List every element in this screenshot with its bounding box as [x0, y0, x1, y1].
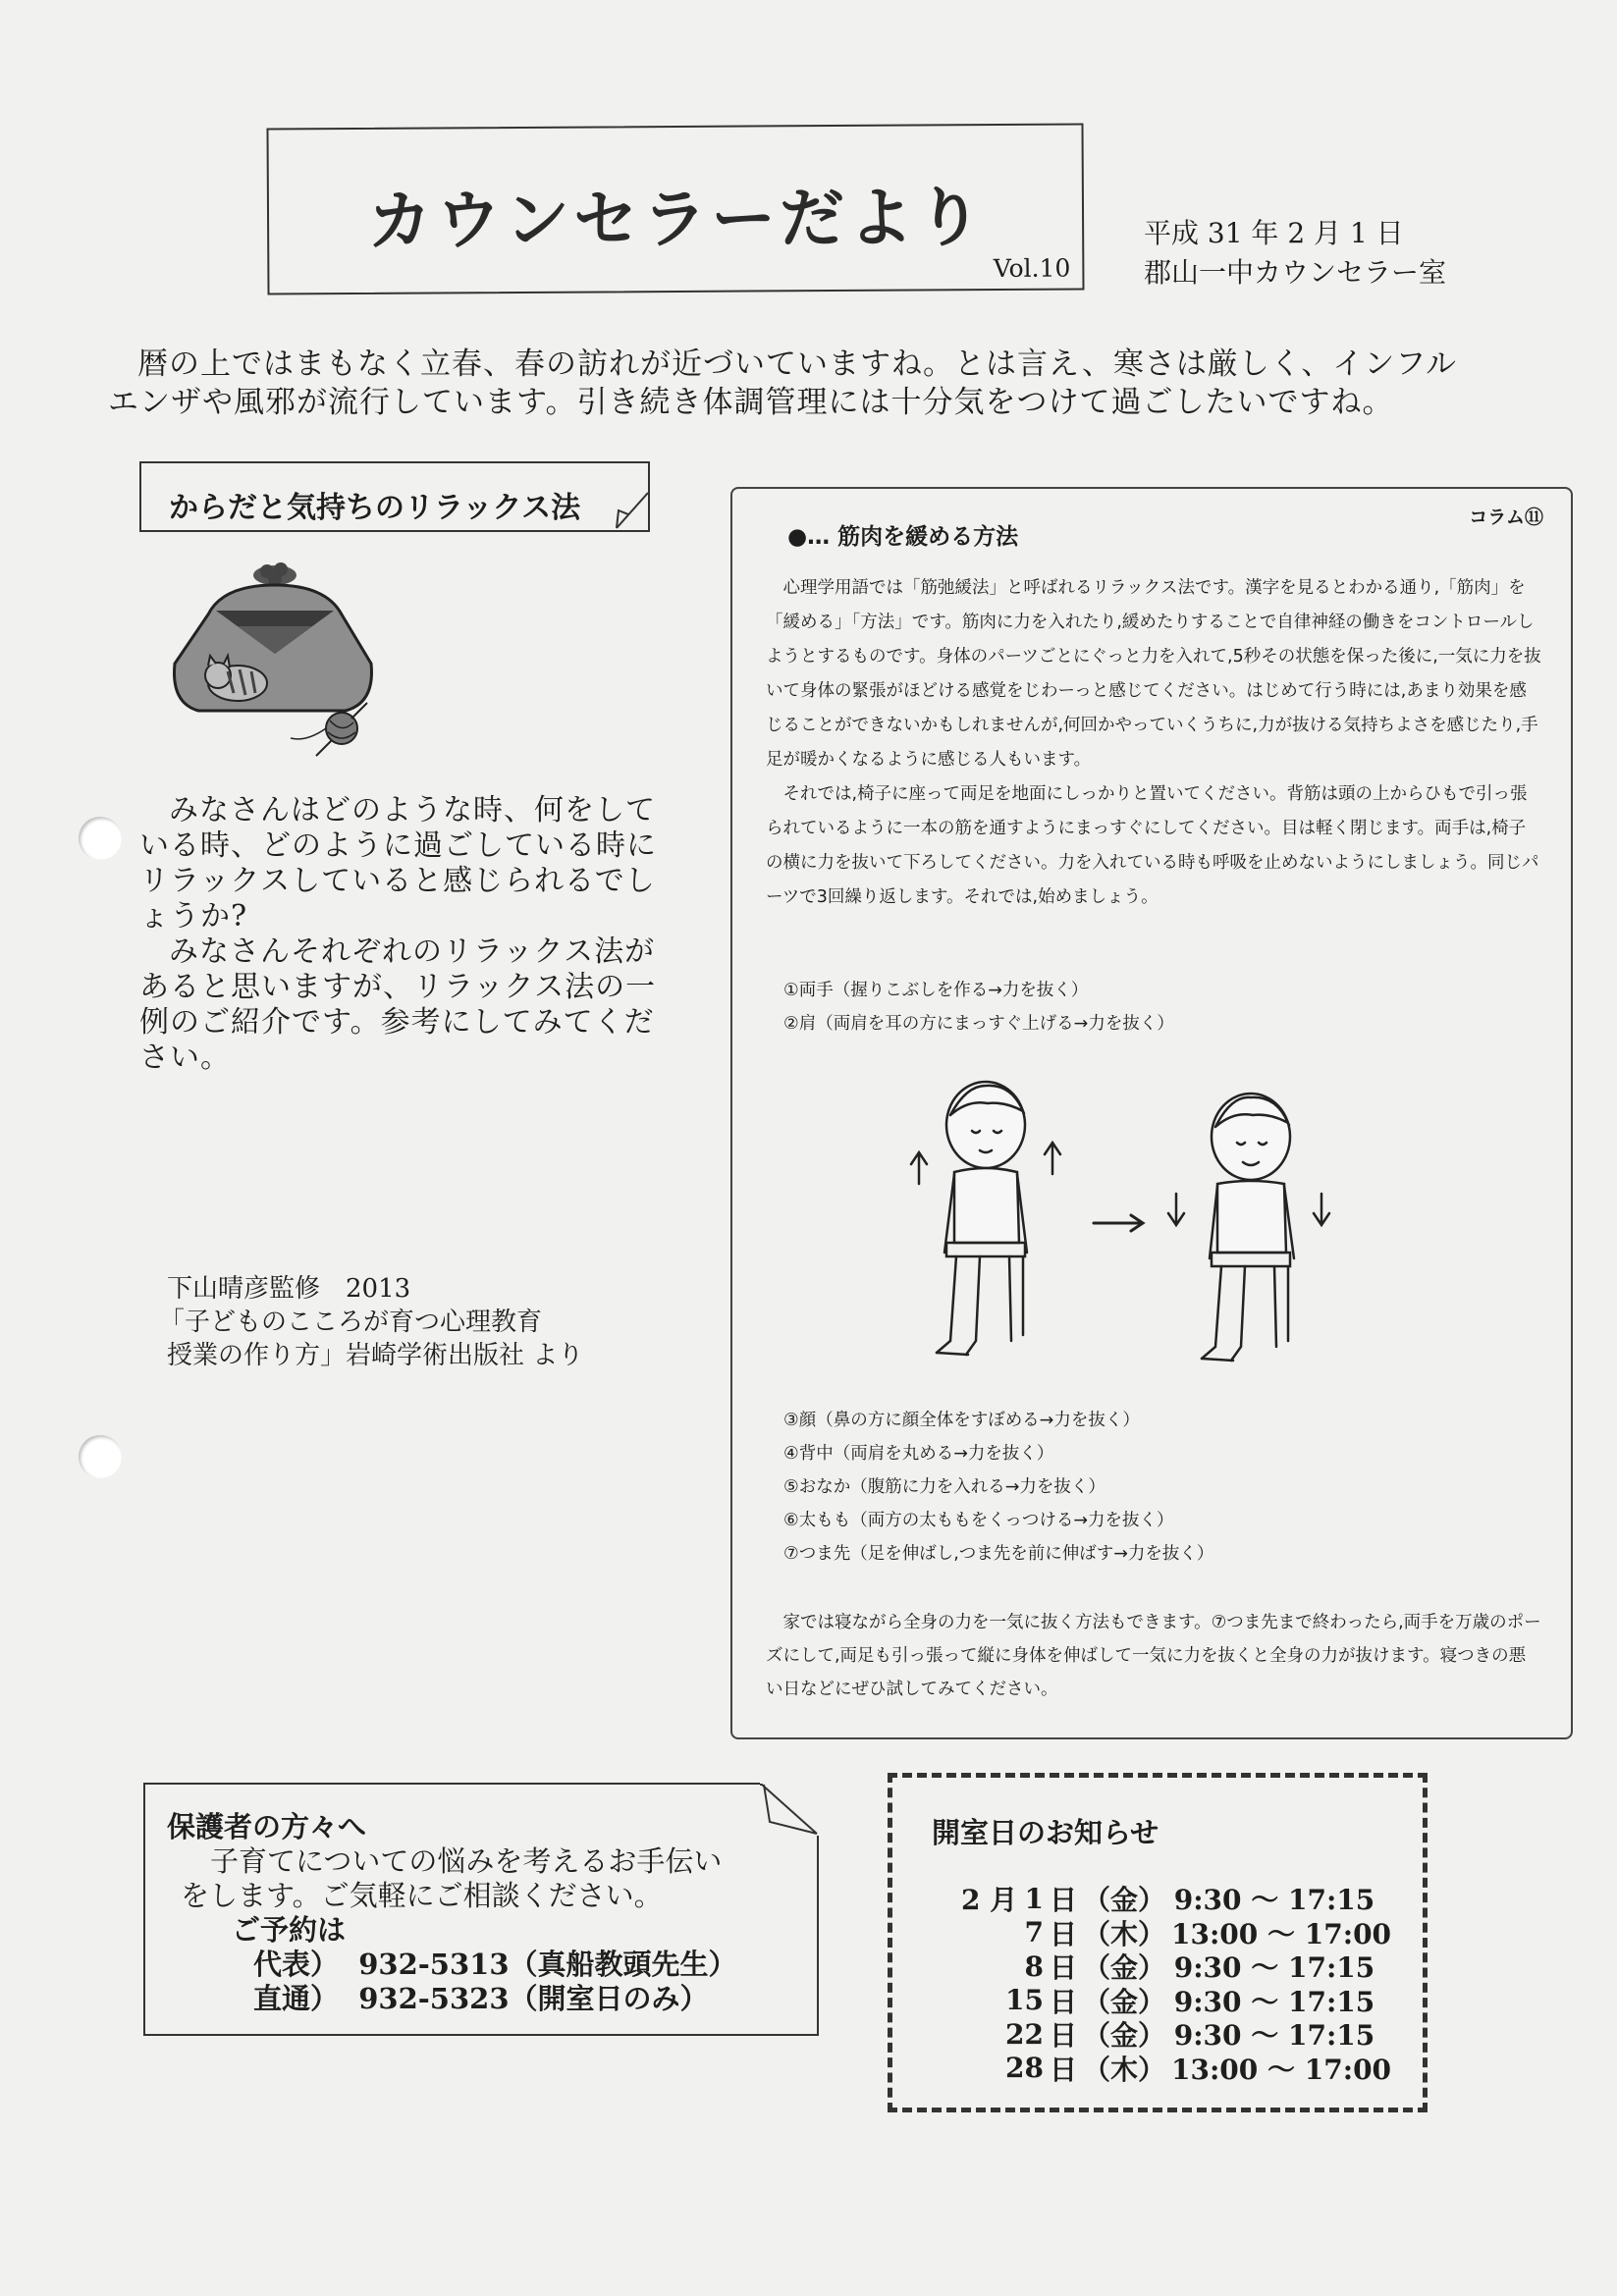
step-item: ⑦つま先（足を伸ばし,つま先を前に伸ばす→力を抜く）	[783, 1544, 1214, 1564]
schedule-weekday: （木）	[1083, 2053, 1166, 2086]
step-item: ①両手（握りこぶしを作る→力を抜く）	[783, 981, 1089, 1000]
step-item: ⑤おなか（腹筋に力を入れる→力を抜く）	[783, 1477, 1105, 1497]
parents-title: 保護者の方々へ	[167, 1810, 367, 1843]
schedule-time: 9:30 ～ 17:15	[1173, 1985, 1375, 2018]
phone-label: 代表）	[253, 1948, 340, 1981]
direct-phone	[167, 1982, 737, 2016]
schedule-weekday: （金）	[1083, 1884, 1166, 1917]
relax-section-heading	[139, 461, 650, 532]
schedule-row	[961, 2052, 1392, 2086]
schedule-day-unit: 日	[1049, 2053, 1077, 2086]
relax-body	[139, 793, 665, 1076]
date-block	[1144, 214, 1446, 293]
volume-number: Vol.10	[993, 253, 1071, 284]
schedule-row	[961, 2017, 1377, 2052]
schedule-day-unit: 日	[1049, 2019, 1077, 2053]
kotatsu-cat-illustration	[169, 556, 375, 762]
schedule-day: 22	[1005, 2017, 1044, 2051]
newsletter-title: カウンセラーだより	[366, 180, 987, 259]
intro-paragraph	[108, 346, 1482, 422]
phone-label: 直通）	[253, 1982, 340, 2015]
steps-list-b	[783, 1404, 1213, 1571]
column-paragraph: それでは,椅子に座って両足を地面にしっかりと置いてください。背筋は頭の上からひもで引っ張られているように一本の筋を通すようにまっすぐにしてください。目は軽く閉じます。両手は,椅子の横に力を抜いて下ろしてください。力を入れている時も呼吸を止めないようにしましょう。同じパーツで3回繰り返します。それでは,始めましょう。	[766, 784, 1539, 907]
title-banner	[266, 123, 1084, 294]
schedule-weekday: （金）	[1083, 2019, 1166, 2053]
folded-corner-icon	[760, 1783, 819, 1836]
schedule-day-unit: 日	[1049, 1917, 1077, 1950]
schedule-day-unit: 日	[1049, 1951, 1077, 1985]
step-item: ④背中（両肩を丸める→力を抜く）	[783, 1444, 1054, 1464]
schedule-box	[888, 1773, 1428, 2112]
schedule-weekday: （金）	[1083, 1951, 1166, 1985]
schedule-row	[961, 1916, 1392, 1950]
relax-heading-text: からだと気持ちのリラックス法	[169, 491, 581, 525]
issue-date: 平成 31 年 2 月 1 日	[1144, 217, 1404, 249]
intro-line: エンザや風邪が流行しています。引き続き体調管理には十分気をつけて過ごしたいですね。	[108, 385, 1394, 420]
schedule-row	[961, 1984, 1377, 2018]
parents-line: 子育てについての悩みを考えるお手伝い	[210, 1844, 723, 1878]
schedule-time: 9:30 ～ 17:15	[1173, 1884, 1375, 1917]
phone-number: 932-5313（真船教頭先生）	[358, 1948, 737, 1981]
schedule-day: 1	[1024, 1882, 1044, 1915]
punch-hole-top	[79, 817, 122, 860]
column-closing	[766, 1606, 1541, 1706]
step-item: ③顔（鼻の方に顔全体をすぼめる→力を抜く）	[783, 1411, 1140, 1430]
schedule-time: 13:00 ～ 17:00	[1171, 2053, 1392, 2086]
schedule-time: 9:30 ～ 17:15	[1173, 1951, 1375, 1985]
schedule-day: 8	[1024, 1949, 1044, 1983]
schedule-time: 13:00 ～ 17:00	[1171, 1917, 1392, 1950]
schedule-day: 15	[1005, 1984, 1044, 2017]
column-closing-text: 家では寝ながら全身の力を一気に抜く方法もできます。⑦つま先まで終わったら,両手を万歳のポーズにして,両足も引っ張って縦に身体を伸ばして一気に力を抜くと全身の力が抜けます。寝つきの悪い日などにぜひ試してみてください。	[766, 1613, 1541, 1699]
column-heading: ●… 筋肉を緩める方法	[787, 524, 1019, 550]
phone-number: 932-5323（開室日のみ）	[358, 1982, 709, 2015]
column-paragraph: 心理学用語では「筋弛緩法」と呼ばれるリラックス法です。漢字を見るとわかる通り,「筋肉」を「緩める」「方法」です。筋肉に力を入れたり,緩めたりすることで自律神経の働きをコントロールしようとするものです。身体のパーツごとにぐっと力を入れて,5秒その状態を保った後に,一気に力を抜いて身体の緊張がほどける感覚をじわーっと感じてください。はじめて行う時には,あまり効果を感じることができないかもしれませんが,何回かやっていくうちに,力が抜ける気持ちよさを感じたり,手足が暖かくなるように感じる人もいます。	[766, 578, 1541, 770]
representative-phone	[167, 1948, 737, 1982]
schedule-day: 7	[1024, 1916, 1044, 1949]
intro-line: 暦の上ではまもなく立春、春の訪れが近づいていますね。とは言え、寒さは厳しく、インフル	[137, 347, 1457, 382]
parents-notice-box	[143, 1783, 819, 2036]
schedule-day: 28	[1005, 2052, 1044, 2085]
schedule-weekday: （金）	[1083, 1985, 1166, 2018]
relax-paragraph: みなさんそれぞれのリラックス法があると思いますが、リラックス法の一例のご紹介です。参考にしてみてください。	[139, 934, 657, 1075]
punch-hole-bottom	[79, 1435, 122, 1478]
source-citation	[159, 1272, 584, 1372]
step-item: ⑥太もも（両方の太ももをくっつける→力を抜く）	[783, 1511, 1174, 1530]
column-text	[766, 571, 1541, 915]
seated-child-shrug-illustration	[897, 1076, 1359, 1380]
relax-paragraph: みなさんはどのような時、何をしている時、どのように過ごしている時にリラックスしていると感じられるでしょうか?	[139, 793, 657, 934]
column-box	[730, 487, 1573, 1739]
schedule-row	[961, 1949, 1377, 1984]
parents-line: をします。ご気軽にご相談ください。	[181, 1879, 663, 1912]
schedule-month: 2 月	[961, 1884, 1018, 1917]
schedule-row	[961, 1882, 1377, 1916]
source-line: 下山晴彦監修 2013	[167, 1274, 411, 1304]
folded-corner-icon	[615, 491, 650, 530]
source-line: 「子どものこころが育つ心理教育	[159, 1308, 543, 1337]
reservation-label: ご予約は	[232, 1913, 347, 1947]
schedule-list	[961, 1882, 1392, 2086]
source-line: 授業の作り方」岩崎学術出版社 より	[167, 1341, 584, 1370]
schedule-time: 9:30 ～ 17:15	[1173, 2019, 1375, 2053]
issuing-office: 郡山一中カウンセラー室	[1144, 256, 1447, 289]
schedule-day-unit: 日	[1049, 1985, 1077, 2018]
step-item: ②肩（両肩を耳の方にまっすぐ上げる→力を抜く）	[783, 1014, 1174, 1034]
steps-list-a	[783, 974, 1174, 1041]
schedule-weekday: （木）	[1083, 1917, 1166, 1950]
schedule-title: 開室日のお知らせ	[932, 1816, 1159, 1849]
schedule-day-unit: 日	[1049, 1884, 1077, 1917]
column-label: コラム⑪	[1469, 507, 1543, 528]
